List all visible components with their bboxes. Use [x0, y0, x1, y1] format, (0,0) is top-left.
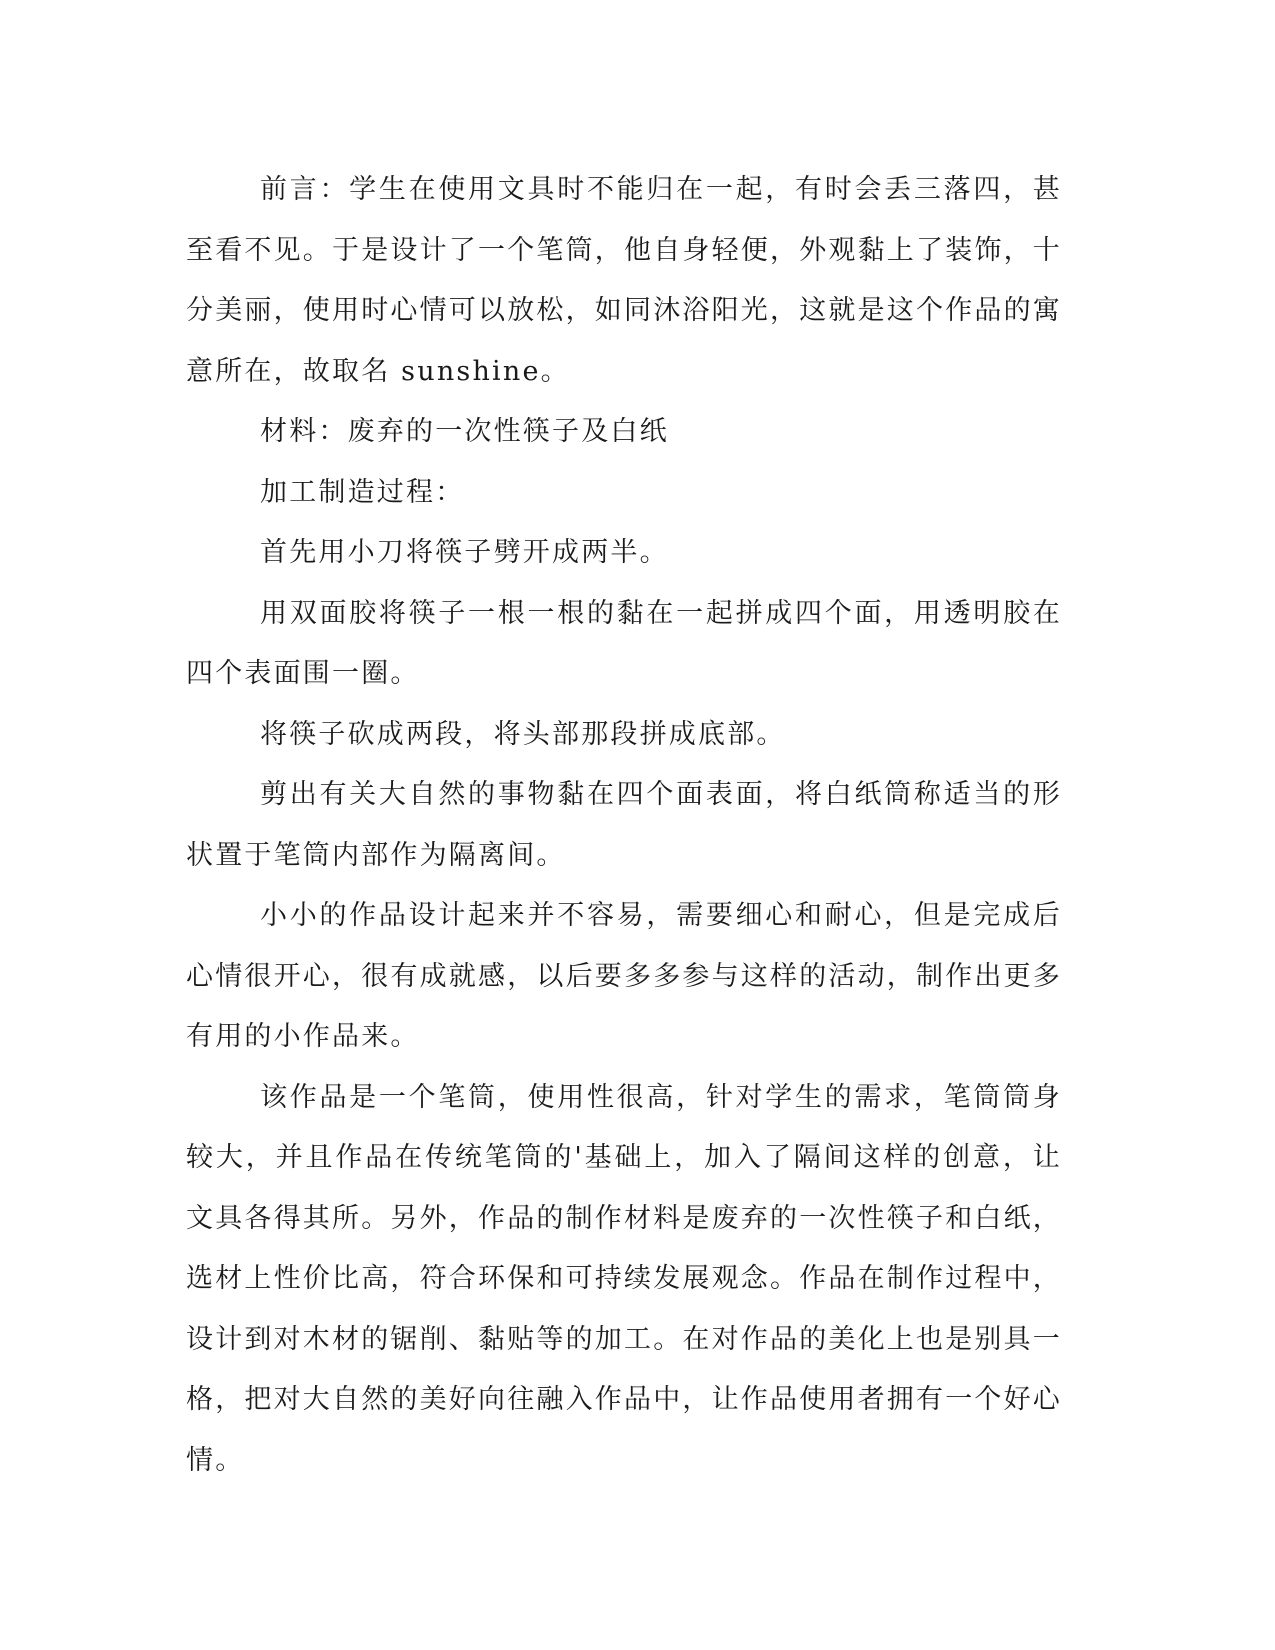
document-body: [186, 160, 1062, 1491]
paragraph-evaluation: 该作品是一个笔筒，使用性很高，针对学生的需求，笔筒筒身较大，并且作品在传统笔筒的'基础上，加入了隔间这样的创意，让文具各得其所。另外，作品的制作材料是废弃的一次性筷子和白纸，选材上性价比高，符合环保和可持续发展观念。作品在制作过程中，设计到对木材的锯削、黏贴等的加工。在对作品的美化上也是别具一格，把对大自然的美好向往融入作品中，让作品使用者拥有一个好心情。: [186, 1081, 1062, 1476]
paragraph-step-1: 首先用小刀将筷子劈开成两半。: [260, 537, 669, 568]
paragraph-materials: 材料：废弃的一次性筷子及白纸: [260, 416, 669, 447]
paragraph-step-4: 剪出有关大自然的事物黏在四个面表面，将白纸筒称适当的形状置于笔筒内部作为隔离间。: [186, 779, 1062, 871]
paragraph-reflection: 小小的作品设计起来并不容易，需要细心和耐心，但是完成后心情很开心，很有成就感，以后要多多参与这样的活动，制作出更多有用的小作品来。: [186, 900, 1062, 1052]
paragraph-step-3: 将筷子砍成两段，将头部那段拼成底部。: [260, 718, 786, 750]
paragraph-step-2: 用双面胶将筷子一根一根的黏在一起拼成四个面，用透明胶在四个表面围一圈。: [186, 597, 1062, 689]
paragraph-process-heading: 加工制造过程：: [260, 476, 465, 508]
paragraph-preface: 前言：学生在使用文具时不能归在一起，有时会丢三落四，甚至看不见。于是设计了一个笔筒，他自身轻便，外观黏上了装饰，十分美丽，使用时心情可以放松，如同沐浴阳光，这就是这个作品的寓意所在，故取名 sunshine。: [186, 174, 1062, 387]
